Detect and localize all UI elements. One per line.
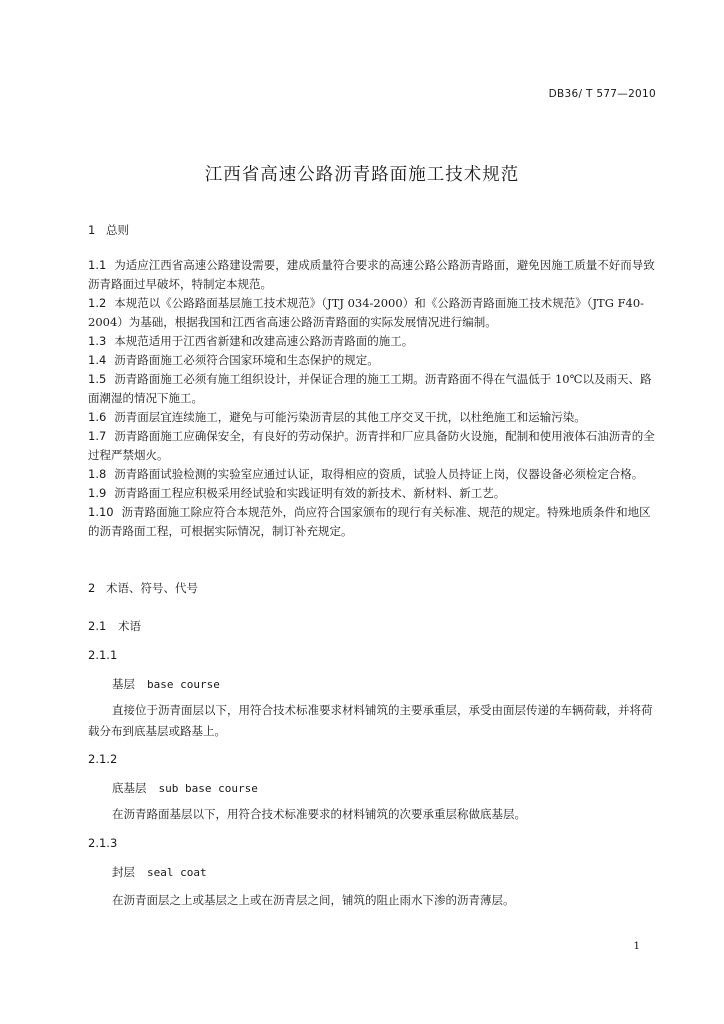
term-number: 2.1.2 [88, 752, 118, 766]
clause: 1.5 沥青路面施工必须有施工组织设计，并保证合理的施工工期。沥青路面不得在气温低于 10℃以及雨天、路面潮湿的情况下施工。 [88, 372, 652, 405]
term-chinese: 封层 [112, 865, 135, 879]
term-name [112, 676, 220, 692]
clause: 1.9 沥青路面工程应积极采用经试验和实践证明有效的新技术、新材料、新工艺。 [88, 486, 506, 500]
clause: 1.6 沥青面层宜连续施工，避免与可能污染沥青层的其他工序交叉干扰，以杜绝施工和运输污染。 [88, 410, 586, 424]
clause: 1.8 沥青路面试验检测的实验室应通过认证，取得相应的资质，试验人员持证上岗，仪器设备必须检定合格。 [88, 467, 644, 481]
term-english: seal coat [147, 866, 207, 879]
clause: 1.4 沥青路面施工必须符合国家环境和生态保护的规定。 [88, 353, 379, 367]
page-number: 1 [633, 940, 640, 952]
term-english: sub base course [158, 782, 258, 795]
term-name [112, 780, 258, 796]
section-number: 1 [88, 223, 96, 237]
term-definition: 在沥青路面基层以下，用符合技术标准要求的材料铺筑的次要承重层称做底基层。 [112, 807, 526, 821]
subsection-number: 2.1 [88, 619, 107, 633]
section-1-heading [88, 222, 129, 238]
term-name [112, 864, 207, 880]
clause: 1.3 本规范适用于江西省新建和改建高速公路沥青路面的施工。 [88, 334, 414, 348]
term-definition: 在沥青面层之上或基层之上或在沥青层之间，铺筑的阻止雨水下渗的沥青薄层。 [112, 893, 515, 907]
section-2-heading [88, 580, 198, 596]
term-definition: 直接位于沥青面层以下，用符合技术标准要求材料铺筑的主要承重层，承受由面层传递的车辆荷载，并将荷载分布到底基层或路基上。 [88, 703, 653, 738]
term-english: base course [147, 678, 220, 691]
term-chinese: 底基层 [112, 781, 147, 795]
section-title: 术语、符号、代号 [106, 581, 198, 595]
term-number: 2.1.1 [88, 648, 118, 662]
document-title: 江西省高速公路沥青路面施工技术规范 [204, 165, 520, 185]
standard-code: DB36/ T 577—2010 [548, 88, 656, 100]
term-chinese: 基层 [112, 677, 135, 691]
section-number: 2 [88, 581, 96, 595]
clause: 1.2 本规范以《公路路面基层施工技术规范》（JTJ 034-2000）和《公路沥青路面施工技术规范》（JTG F40-2004）为基础，根据我国和江西省高速公路沥青路面的实际发展情况进行编制。 [88, 296, 645, 329]
section-title: 总则 [106, 223, 129, 237]
section-1-clauses [88, 256, 656, 541]
term-number: 2.1.3 [88, 836, 118, 850]
clause: 1.10 沥青路面施工除应符合本规范外，尚应符合国家颁布的现行有关标准、规范的规定。特殊地质条件和地区的沥青路面工程，可根据实际情况，制订补充规定。 [88, 505, 651, 538]
subsection-title: 术语 [118, 619, 141, 633]
clause: 1.1 为适应江西省高速公路建设需要，建成质量符合要求的高速公路公路沥青路面，避免因施工质量不好而导致沥青路面过早破坏，特制定本规范。 [88, 258, 655, 291]
clause: 1.7 沥青路面施工应确保安全，有良好的劳动保护。沥青拌和厂应具备防火设施，配制和使用液体石油沥青的全过程严禁烟火。 [88, 429, 655, 462]
subsection-2-1-heading [88, 618, 141, 634]
